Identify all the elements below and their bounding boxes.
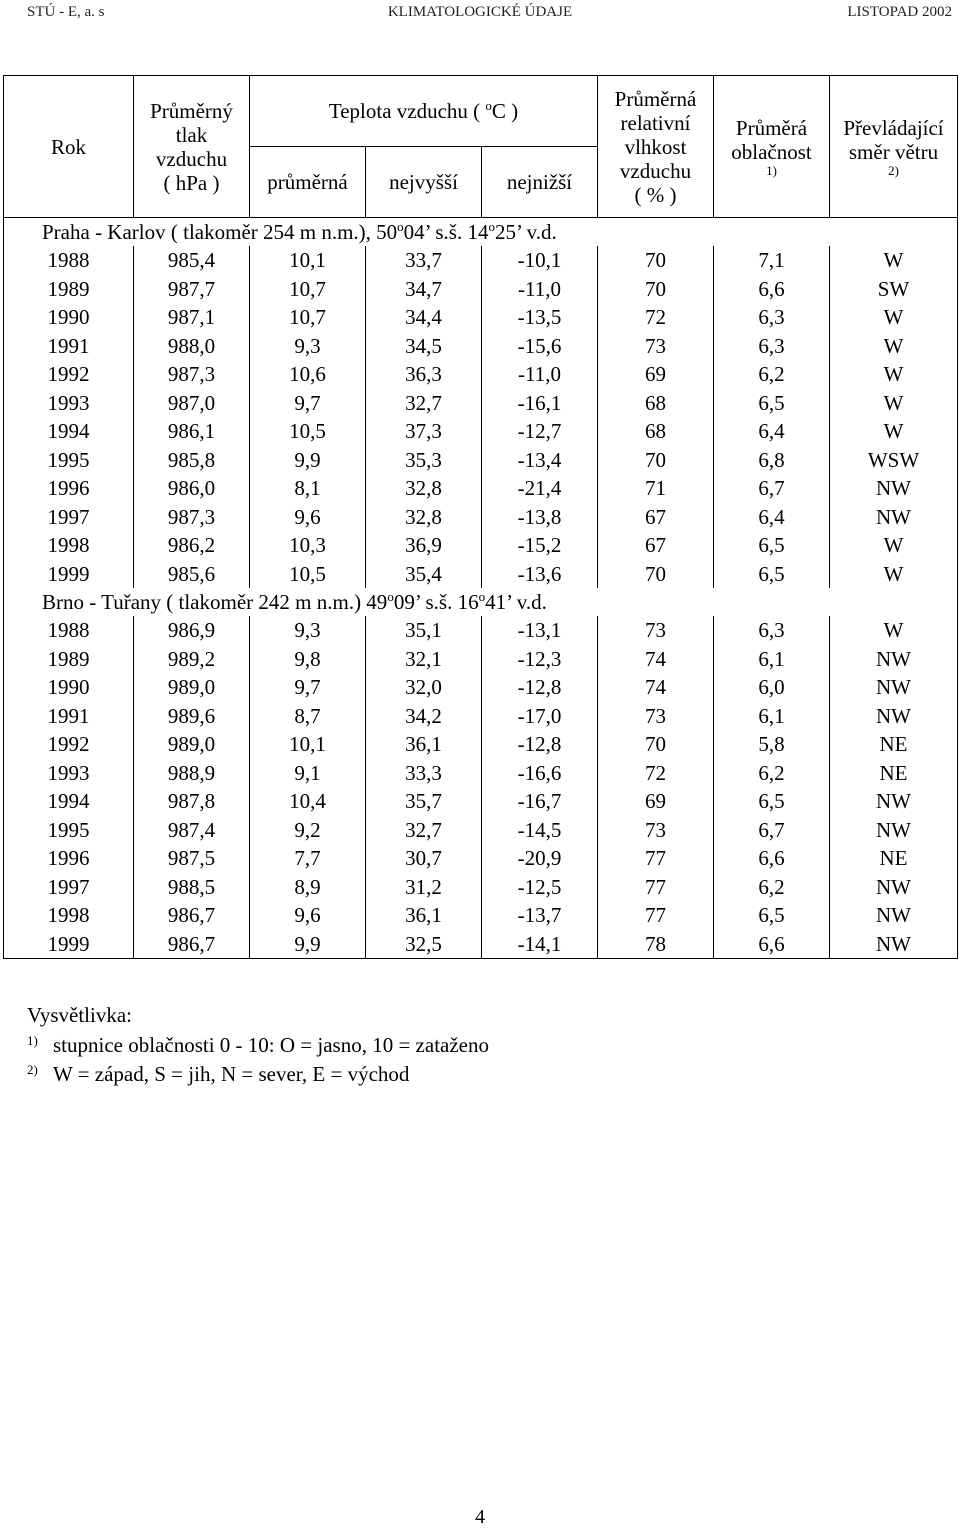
- cell-humidity: 68: [598, 389, 714, 418]
- cell-pressure: 988,0: [134, 332, 250, 361]
- cell-pressure: 987,4: [134, 816, 250, 845]
- header-title: KLIMATOLOGICKÉ ÚDAJE: [387, 4, 573, 20]
- cell-wind-direction: NW: [830, 787, 958, 816]
- cell-humidity: 69: [598, 360, 714, 389]
- cell-year: 1995: [4, 816, 134, 845]
- table-row: [4, 417, 958, 446]
- cell-cloudiness: 6,5: [714, 560, 830, 589]
- cell-year: 1988: [4, 246, 134, 275]
- cell-cloudiness: 6,6: [714, 930, 830, 959]
- col-header-smer: [830, 76, 958, 218]
- table-row: [4, 645, 958, 674]
- cell-cloudiness: 6,7: [714, 816, 830, 845]
- page-header: [0, 0, 960, 26]
- cell-temp-min: -13,7: [482, 901, 598, 930]
- cell-wind-direction: NW: [830, 816, 958, 845]
- cell-pressure: 987,1: [134, 303, 250, 332]
- degree-sup: o: [387, 589, 394, 604]
- cell-temp-avg: 9,3: [250, 332, 366, 361]
- station-label-part: 04’ s.š. 14: [403, 220, 489, 244]
- cell-temp-avg: 9,9: [250, 446, 366, 475]
- cell-temp-avg: 10,1: [250, 730, 366, 759]
- cell-cloudiness: 7,1: [714, 246, 830, 275]
- cell-wind-direction: NW: [830, 702, 958, 731]
- cell-wind-direction: NW: [830, 873, 958, 902]
- smer-footnote-mark: 2): [888, 162, 899, 178]
- cell-temp-max: 32,7: [366, 816, 482, 845]
- col-header-oblacnost-line: Průměrá: [735, 115, 808, 140]
- cell-year: 1997: [4, 503, 134, 532]
- cell-year: 1997: [4, 873, 134, 902]
- teplota-label-post: C ): [491, 99, 519, 123]
- cell-cloudiness: 6,4: [714, 417, 830, 446]
- cell-wind-direction: W: [830, 616, 958, 645]
- cell-humidity: 69: [598, 787, 714, 816]
- cell-humidity: 70: [598, 560, 714, 589]
- cell-wind-direction: NW: [830, 673, 958, 702]
- table-row: [4, 503, 958, 532]
- cell-year: 1989: [4, 275, 134, 304]
- cell-pressure: 988,5: [134, 873, 250, 902]
- table-row: [4, 730, 958, 759]
- cell-humidity: 72: [598, 303, 714, 332]
- cell-year: 1998: [4, 901, 134, 930]
- cell-temp-avg: 10,3: [250, 531, 366, 560]
- cell-year: 1995: [4, 446, 134, 475]
- cell-temp-max: 33,3: [366, 759, 482, 788]
- cell-pressure: 987,7: [134, 275, 250, 304]
- table-row: [4, 446, 958, 475]
- cell-humidity: 74: [598, 673, 714, 702]
- cell-pressure: 987,5: [134, 844, 250, 873]
- cell-wind-direction: W: [830, 531, 958, 560]
- cell-humidity: 77: [598, 873, 714, 902]
- cell-temp-avg: 9,3: [250, 616, 366, 645]
- station-label-part: Brno - Tuřany ( tlakoměr 242 m n.m.) 49: [42, 590, 388, 614]
- cell-temp-min: -14,1: [482, 930, 598, 959]
- cell-cloudiness: 6,2: [714, 759, 830, 788]
- col-header-vlhkost-line: vlhkost: [624, 134, 687, 159]
- cell-temp-max: 35,1: [366, 616, 482, 645]
- climate-table: [3, 75, 958, 959]
- cell-temp-max: 36,1: [366, 730, 482, 759]
- cell-cloudiness: 6,4: [714, 503, 830, 532]
- cell-humidity: 73: [598, 702, 714, 731]
- cell-temp-avg: 10,6: [250, 360, 366, 389]
- cell-pressure: 986,9: [134, 616, 250, 645]
- cell-cloudiness: 6,0: [714, 673, 830, 702]
- cell-temp-min: -12,7: [482, 417, 598, 446]
- table-row: [4, 901, 958, 930]
- cell-temp-max: 33,7: [366, 246, 482, 275]
- cell-temp-avg: 8,1: [250, 474, 366, 503]
- cell-temp-avg: 10,7: [250, 275, 366, 304]
- cell-temp-avg: 9,9: [250, 930, 366, 959]
- legend-item: [27, 1031, 489, 1060]
- cell-wind-direction: NW: [830, 474, 958, 503]
- cell-temp-max: 34,7: [366, 275, 482, 304]
- table-row: [4, 332, 958, 361]
- climate-table-wrapper: [3, 75, 957, 959]
- cell-temp-min: -17,0: [482, 702, 598, 731]
- cell-cloudiness: 6,1: [714, 702, 830, 731]
- cell-pressure: 987,3: [134, 360, 250, 389]
- cell-temp-avg: 9,6: [250, 901, 366, 930]
- cell-temp-avg: 8,9: [250, 873, 366, 902]
- col-header-vlhkost-line: ( % ): [634, 182, 677, 207]
- cell-temp-max: 32,0: [366, 673, 482, 702]
- teplota-label-pre: Teplota vzduchu (: [328, 99, 486, 123]
- cell-humidity: 68: [598, 417, 714, 446]
- cell-wind-direction: W: [830, 417, 958, 446]
- table-row: [4, 560, 958, 589]
- table-row: [4, 702, 958, 731]
- cell-cloudiness: 6,3: [714, 616, 830, 645]
- table-row: [4, 474, 958, 503]
- cell-temp-avg: 9,2: [250, 816, 366, 845]
- cell-temp-avg: 9,7: [250, 389, 366, 418]
- col-header-tlak-line: tlak: [175, 122, 208, 147]
- cell-temp-max: 35,4: [366, 560, 482, 589]
- cell-temp-avg: 10,1: [250, 246, 366, 275]
- cell-year: 1994: [4, 787, 134, 816]
- cell-temp-avg: 9,7: [250, 673, 366, 702]
- oblacnost-footnote-mark: 1): [766, 162, 777, 178]
- col-header-tlak-line: ( hPa ): [163, 170, 220, 195]
- cell-humidity: 67: [598, 531, 714, 560]
- cell-temp-max: 32,8: [366, 503, 482, 532]
- cell-temp-min: -20,9: [482, 844, 598, 873]
- cell-cloudiness: 6,5: [714, 787, 830, 816]
- cell-temp-max: 37,3: [366, 417, 482, 446]
- col-header-oblacnost: [714, 76, 830, 218]
- cell-wind-direction: SW: [830, 275, 958, 304]
- cell-temp-min: -16,1: [482, 389, 598, 418]
- cell-temp-min: -10,1: [482, 246, 598, 275]
- col-header-rok: Rok: [4, 76, 134, 218]
- cell-year: 1989: [4, 645, 134, 674]
- cell-temp-min: -16,7: [482, 787, 598, 816]
- col-header-smer-line: Převládající: [843, 115, 944, 140]
- col-header-nejnizsi: nejnižší: [482, 147, 598, 218]
- cell-temp-max: 32,1: [366, 645, 482, 674]
- cell-cloudiness: 6,6: [714, 275, 830, 304]
- col-header-smer-line: směr větru: [848, 139, 939, 164]
- col-header-vlhkost-line: relativní: [620, 110, 691, 135]
- cell-pressure: 987,8: [134, 787, 250, 816]
- col-header-vlhkost: [598, 76, 714, 218]
- cell-wind-direction: NW: [830, 901, 958, 930]
- degree-sup: o: [488, 219, 495, 234]
- station-label-part: 41’ v.d.: [485, 590, 547, 614]
- cell-wind-direction: W: [830, 560, 958, 589]
- cell-year: 1996: [4, 474, 134, 503]
- cell-temp-min: -14,5: [482, 816, 598, 845]
- cell-year: 1998: [4, 531, 134, 560]
- cell-cloudiness: 6,3: [714, 332, 830, 361]
- table-body: [4, 218, 958, 959]
- cell-year: 1993: [4, 759, 134, 788]
- cell-humidity: 70: [598, 246, 714, 275]
- legend-item-text: W = západ, S = jih, N = sever, E = východ: [53, 1062, 410, 1086]
- col-header-tlak-line: vzduchu: [155, 146, 228, 171]
- cell-wind-direction: NW: [830, 645, 958, 674]
- cell-temp-max: 32,5: [366, 930, 482, 959]
- cell-temp-min: -13,6: [482, 560, 598, 589]
- cell-pressure: 989,0: [134, 673, 250, 702]
- cell-pressure: 986,1: [134, 417, 250, 446]
- table-row: [4, 873, 958, 902]
- cell-cloudiness: 6,3: [714, 303, 830, 332]
- cell-pressure: 989,0: [134, 730, 250, 759]
- cell-pressure: 985,8: [134, 446, 250, 475]
- station-label-part: 25’ v.d.: [494, 220, 557, 244]
- cell-wind-direction: W: [830, 332, 958, 361]
- teplota-label-sup: o: [485, 98, 492, 113]
- cell-temp-min: -16,6: [482, 759, 598, 788]
- cell-temp-avg: 10,5: [250, 560, 366, 589]
- cell-year: 1992: [4, 360, 134, 389]
- cell-temp-min: -11,0: [482, 275, 598, 304]
- cell-humidity: 77: [598, 844, 714, 873]
- cell-year: 1994: [4, 417, 134, 446]
- legend-item-mark: 2): [27, 1062, 38, 1077]
- col-header-teplota: [250, 76, 598, 147]
- cell-humidity: 73: [598, 616, 714, 645]
- table-row: [4, 360, 958, 389]
- col-header-prumerna: průměrná: [250, 147, 366, 218]
- header-date: LISTOPAD 2002: [847, 4, 952, 20]
- cell-humidity: 73: [598, 816, 714, 845]
- cell-pressure: 986,2: [134, 531, 250, 560]
- cell-temp-min: -15,2: [482, 531, 598, 560]
- cell-wind-direction: W: [830, 246, 958, 275]
- cell-year: 1999: [4, 560, 134, 589]
- cell-temp-max: 36,9: [366, 531, 482, 560]
- cell-temp-max: 34,2: [366, 702, 482, 731]
- table-row: [4, 816, 958, 845]
- cell-humidity: 70: [598, 446, 714, 475]
- cell-pressure: 987,0: [134, 389, 250, 418]
- cell-temp-min: -12,3: [482, 645, 598, 674]
- cell-cloudiness: 6,5: [714, 531, 830, 560]
- cell-wind-direction: W: [830, 303, 958, 332]
- cell-pressure: 988,9: [134, 759, 250, 788]
- cell-temp-avg: 9,1: [250, 759, 366, 788]
- degree-sup: o: [397, 219, 404, 234]
- cell-temp-max: 34,4: [366, 303, 482, 332]
- cell-year: 1996: [4, 844, 134, 873]
- table-row: [4, 389, 958, 418]
- station-row: [4, 588, 958, 616]
- cell-cloudiness: 6,5: [714, 901, 830, 930]
- cell-temp-avg: 9,6: [250, 503, 366, 532]
- cell-year: 1999: [4, 930, 134, 959]
- cell-cloudiness: 6,1: [714, 645, 830, 674]
- table-row: [4, 759, 958, 788]
- cell-temp-avg: 7,7: [250, 844, 366, 873]
- cell-year: 1992: [4, 730, 134, 759]
- cell-temp-min: -11,0: [482, 360, 598, 389]
- cell-temp-max: 34,5: [366, 332, 482, 361]
- legend: [27, 1001, 489, 1089]
- cell-humidity: 78: [598, 930, 714, 959]
- cell-year: 1991: [4, 702, 134, 731]
- cell-temp-avg: 10,4: [250, 787, 366, 816]
- cell-temp-min: -12,8: [482, 730, 598, 759]
- cell-temp-min: -13,5: [482, 303, 598, 332]
- cell-temp-min: -21,4: [482, 474, 598, 503]
- legend-title: Vysvětlivka:: [27, 1003, 132, 1027]
- cell-temp-max: 35,7: [366, 787, 482, 816]
- cell-cloudiness: 6,6: [714, 844, 830, 873]
- table-row: [4, 246, 958, 275]
- table-row: [4, 673, 958, 702]
- col-header-oblacnost-line: oblačnost: [731, 139, 812, 164]
- cell-year: 1990: [4, 303, 134, 332]
- cell-wind-direction: NE: [830, 844, 958, 873]
- table-row: [4, 531, 958, 560]
- station-row: [4, 218, 958, 247]
- cell-humidity: 67: [598, 503, 714, 532]
- table-row: [4, 844, 958, 873]
- station-label: [4, 588, 958, 616]
- station-label: [4, 218, 958, 247]
- cell-wind-direction: WSW: [830, 446, 958, 475]
- cell-temp-min: -12,5: [482, 873, 598, 902]
- cell-humidity: 72: [598, 759, 714, 788]
- degree-sup: o: [478, 589, 486, 604]
- cell-wind-direction: NW: [830, 503, 958, 532]
- table-row: [4, 275, 958, 304]
- cell-year: 1993: [4, 389, 134, 418]
- cell-wind-direction: NE: [830, 730, 958, 759]
- cell-temp-min: -13,1: [482, 616, 598, 645]
- station-label-part: 09’ s.š. 16: [393, 590, 479, 614]
- cell-wind-direction: W: [830, 389, 958, 418]
- cell-temp-max: 32,8: [366, 474, 482, 503]
- cell-cloudiness: 6,7: [714, 474, 830, 503]
- cell-temp-max: 36,1: [366, 901, 482, 930]
- header-company: STÚ - E, a. s: [27, 4, 105, 20]
- legend-item-mark: 1): [27, 1033, 38, 1048]
- col-header-vlhkost-line: vzduchu: [619, 158, 692, 183]
- cell-year: 1991: [4, 332, 134, 361]
- cell-temp-max: 31,2: [366, 873, 482, 902]
- cell-humidity: 70: [598, 730, 714, 759]
- station-label-part: Praha - Karlov ( tlakoměr 254 m n.m.), 50: [42, 220, 398, 244]
- cell-cloudiness: 6,2: [714, 873, 830, 902]
- table-row: [4, 930, 958, 959]
- cell-temp-avg: 10,5: [250, 417, 366, 446]
- cell-wind-direction: W: [830, 360, 958, 389]
- cell-temp-max: 32,7: [366, 389, 482, 418]
- cell-temp-min: -13,4: [482, 446, 598, 475]
- col-header-tlak-line: Průměrný: [150, 98, 233, 123]
- cell-temp-avg: 8,7: [250, 702, 366, 731]
- legend-item-text: stupnice oblačnosti 0 - 10: O = jasno, 10 = zataženo: [53, 1033, 489, 1057]
- cell-wind-direction: NE: [830, 759, 958, 788]
- col-header-vlhkost-line: Průměrná: [614, 86, 697, 111]
- cell-pressure: 985,6: [134, 560, 250, 589]
- cell-year: 1988: [4, 616, 134, 645]
- cell-cloudiness: 6,5: [714, 389, 830, 418]
- cell-temp-max: 30,7: [366, 844, 482, 873]
- cell-temp-avg: 10,7: [250, 303, 366, 332]
- cell-temp-min: -15,6: [482, 332, 598, 361]
- cell-humidity: 73: [598, 332, 714, 361]
- cell-humidity: 74: [598, 645, 714, 674]
- cell-pressure: 985,4: [134, 246, 250, 275]
- cell-pressure: 989,6: [134, 702, 250, 731]
- cell-temp-max: 36,3: [366, 360, 482, 389]
- cell-pressure: 986,7: [134, 930, 250, 959]
- cell-cloudiness: 6,2: [714, 360, 830, 389]
- cell-pressure: 986,7: [134, 901, 250, 930]
- cell-cloudiness: 6,8: [714, 446, 830, 475]
- cell-temp-min: -12,8: [482, 673, 598, 702]
- cell-humidity: 70: [598, 275, 714, 304]
- table-row: [4, 787, 958, 816]
- cell-year: 1990: [4, 673, 134, 702]
- cell-wind-direction: NW: [830, 930, 958, 959]
- cell-pressure: 986,0: [134, 474, 250, 503]
- col-header-tlak: [134, 76, 250, 218]
- cell-pressure: 989,2: [134, 645, 250, 674]
- cell-temp-min: -13,8: [482, 503, 598, 532]
- col-header-nejvyssi: nejvyšší: [366, 147, 482, 218]
- table-row: [4, 303, 958, 332]
- cell-temp-avg: 9,8: [250, 645, 366, 674]
- legend-item: [27, 1060, 489, 1089]
- page-number: 4: [475, 1506, 485, 1528]
- cell-pressure: 987,3: [134, 503, 250, 532]
- cell-humidity: 71: [598, 474, 714, 503]
- cell-temp-max: 35,3: [366, 446, 482, 475]
- table-row: [4, 616, 958, 645]
- cell-cloudiness: 5,8: [714, 730, 830, 759]
- cell-humidity: 77: [598, 901, 714, 930]
